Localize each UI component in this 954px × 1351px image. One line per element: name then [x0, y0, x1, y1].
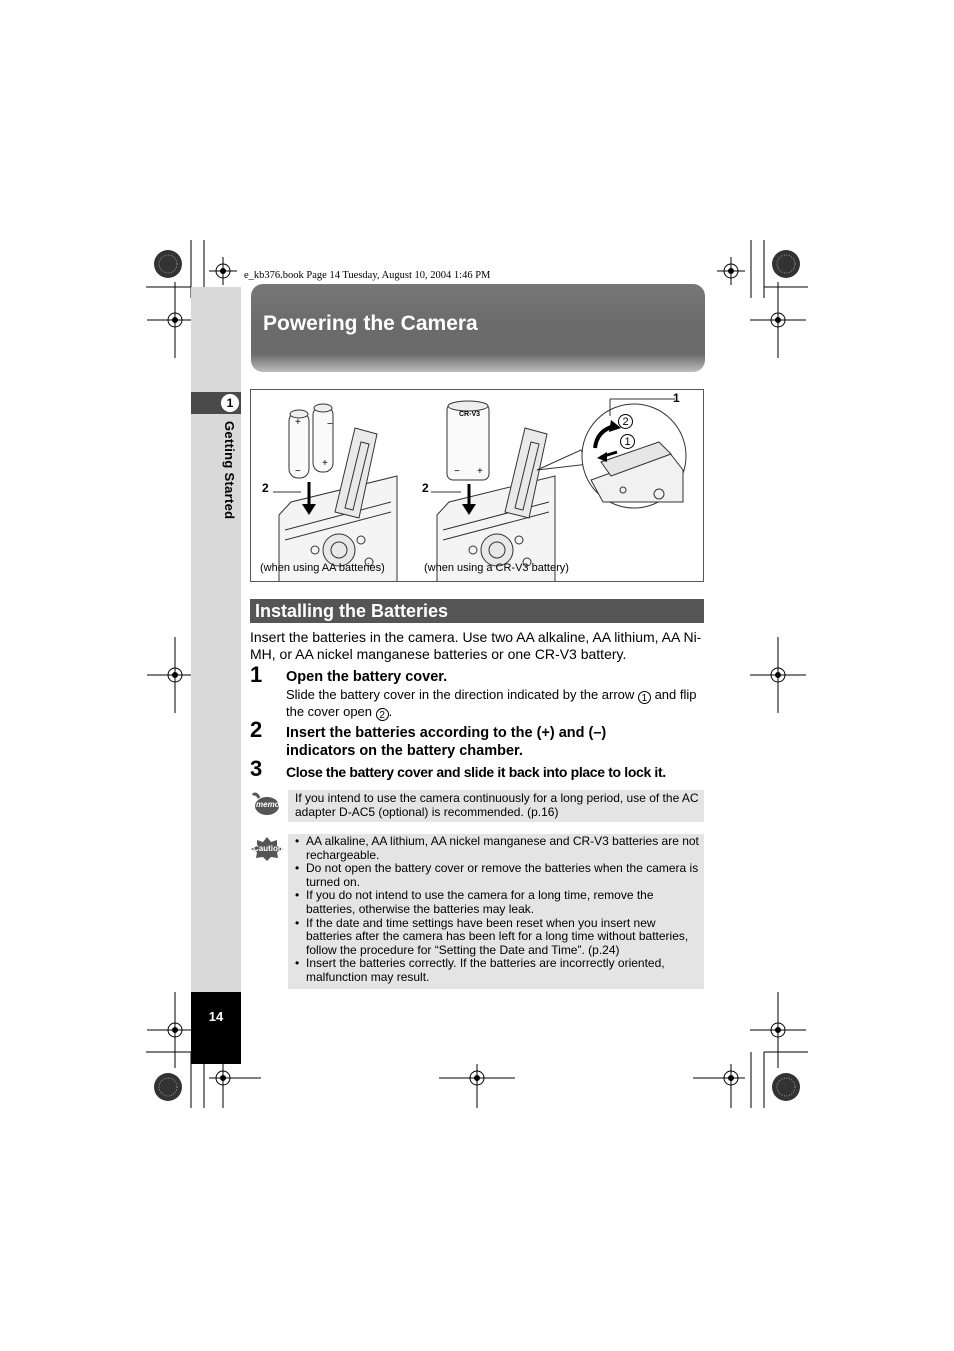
circled-1-inline: 1 — [638, 691, 651, 704]
caution-item: • Do not open the battery cover or remove the batteries when the camera is turned on. — [294, 862, 702, 889]
caution-icon-label: Caution — [253, 844, 283, 853]
page-title: Powering the Camera — [263, 312, 478, 335]
print-header: e_kb376.book Page 14 Tuesday, August 10, 2004 1:46 PM — [244, 270, 491, 281]
callout-1-right: 1 — [673, 391, 680, 405]
caution-icon — [250, 836, 284, 862]
circled-1-label: 1 — [620, 434, 635, 449]
page-number: 14 — [208, 1009, 224, 1024]
section-title: Installing the Batteries — [255, 601, 449, 621]
caution-item: • If you do not intend to use the camera for a long time, remove the batteries, otherwise the batteries may leak. — [294, 889, 702, 916]
aa-minus-sign-1: − — [295, 466, 301, 477]
caution-item: • AA alkaline, AA lithium, AA nickel manganese and CR-V3 batteries are not rechargeable. — [294, 835, 702, 862]
aa-plus-sign-1: + — [295, 417, 301, 428]
caption-crv3: (when using a CR-V3 battery) — [424, 562, 569, 574]
memo-icon — [250, 792, 280, 818]
aa-minus-sign-2: − — [327, 419, 333, 430]
memo-icon-label: memo — [256, 800, 280, 809]
step-1-desc-part3: . — [388, 704, 393, 719]
battery-illustration — [251, 390, 703, 581]
step-2-title: Insert the batteries according to the (+) and (–) indicators on the battery chamber. — [286, 725, 607, 759]
step-3-title: Close the battery cover and slide it back into place to lock it. — [286, 764, 666, 780]
crv3-minus-sign: − — [454, 466, 460, 477]
step-1-desc-part2: and flip the cover open — [286, 687, 697, 719]
page-number-block — [191, 992, 241, 1064]
caption-aa: (when using AA batteries) — [260, 562, 385, 574]
step-2-number: 2 — [250, 717, 263, 742]
step-1-title: Open the battery cover. — [286, 669, 448, 685]
step-3-number: 3 — [250, 756, 263, 781]
callout-2-middle: 2 — [422, 481, 429, 495]
step-1-description — [286, 687, 704, 721]
caution-item: • If the date and time settings have been reset when you insert new batteries after the camera has been left for a long time without batteries, follow the procedure for “Setting the Date and Time”. (p.24) — [294, 917, 702, 958]
crv3-battery-label: CR-V3 — [459, 411, 481, 418]
caution-list — [294, 835, 702, 985]
step-1-desc-part1: Slide the battery cover in the direction indicated by the arrow — [286, 687, 635, 702]
battery-figure — [250, 389, 704, 582]
memo-text: If you intend to use the camera continuously for a long period, use of the AC adapter D-AC5 (optional) is recommended. (p.16) — [295, 791, 699, 819]
step-1-number: 1 — [250, 662, 263, 687]
aa-plus-sign-2: + — [322, 458, 328, 469]
circled-2-label: 2 — [618, 414, 633, 429]
callout-2-left: 2 — [262, 481, 269, 495]
caution-item: • Insert the batteries correctly. If the batteries are incorrectly oriented, malfunction may result. — [294, 957, 702, 984]
crv3-plus-sign: + — [477, 466, 483, 477]
circled-2-inline: 2 — [376, 708, 389, 721]
chapter-label: Getting Started — [222, 421, 237, 520]
intro-paragraph: Insert the batteries in the camera. Use two AA alkaline, AA lithium, AA Ni-MH, or AA nickel manganese batteries or one CR-V3 battery. — [250, 629, 702, 662]
chapter-number: 1 — [221, 394, 239, 412]
